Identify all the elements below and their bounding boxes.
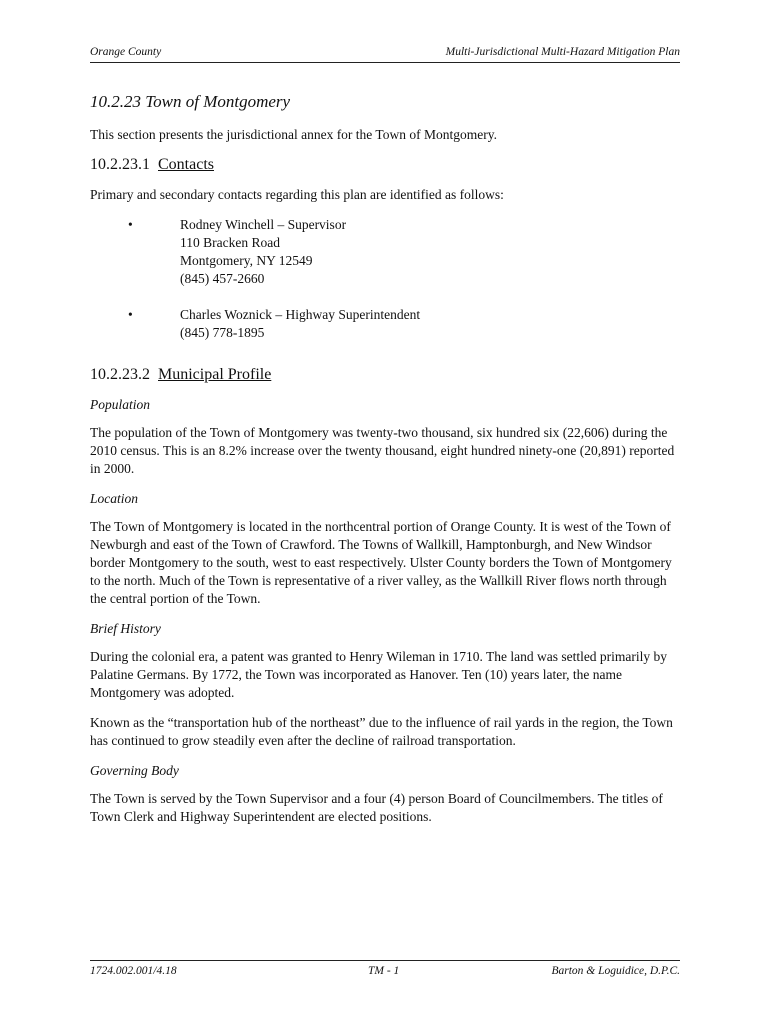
footer-left: 1724.002.001/4.18 bbox=[90, 965, 177, 977]
population-text: The population of the Town of Montgomery was twenty-two thousand, six hundred six (22,606) during the 2010 census. This is an 8.2% increase over the twenty thousand, eight hundred ninety-one (20,891) reported in 2000. bbox=[90, 425, 675, 476]
history-heading: Brief History bbox=[90, 621, 161, 636]
contact-phone: (845) 778-1895 bbox=[180, 325, 265, 340]
contact-name: Rodney Winchell – Supervisor bbox=[180, 217, 347, 232]
contact-city: Montgomery, NY 12549 bbox=[180, 253, 313, 268]
contacts-number: 10.2.23.1 bbox=[90, 156, 150, 173]
contact-item bbox=[90, 216, 682, 288]
contact-name: Charles Woznick – Highway Superintendent bbox=[180, 307, 421, 322]
page-header bbox=[90, 46, 680, 63]
governing-heading: Governing Body bbox=[90, 763, 179, 778]
location-text: The Town of Montgomery is located in the northcentral portion of Orange County. It is west of the Town of Newburgh and east of the Town of Crawford. The Towns of Wallkill, Hamptonburgh, and New Windsor border Montgomery to the south, west to east respectively. Ulster County borders the Town of Montgomery to the north. Much of the Town is representative of a river valley, as the Wallkill River flows north through the central portion of the Town. bbox=[90, 519, 672, 606]
profile-title: Municipal Profile bbox=[158, 366, 272, 383]
section-intro: This section presents the jurisdictional annex for the Town of Montgomery. bbox=[90, 127, 497, 142]
contacts-heading bbox=[90, 156, 682, 174]
footer-right: Barton & Loguidice, D.P.C. bbox=[551, 965, 680, 977]
contact-item bbox=[90, 306, 682, 342]
contacts-intro: Primary and secondary contacts regarding this plan are identified as follows: bbox=[90, 187, 504, 202]
history-text-2: Known as the “transportation hub of the northeast” due to the influence of rail yards in the region, the Town has continued to grow steadily even after the decline of railroad transportation. bbox=[90, 715, 673, 748]
bullet-icon: • bbox=[128, 307, 133, 322]
header-right: Multi-Jurisdictional Multi-Hazard Mitigation Plan bbox=[445, 46, 680, 58]
page-footer bbox=[90, 960, 680, 981]
section-title: 10.2.23 Town of Montgomery bbox=[90, 92, 291, 111]
main-content bbox=[90, 92, 682, 838]
contacts-list bbox=[90, 216, 682, 342]
header-left: Orange County bbox=[90, 46, 162, 58]
contact-address: 110 Bracken Road bbox=[180, 235, 280, 250]
location-heading: Location bbox=[90, 491, 139, 506]
page-number: TM - 1 bbox=[368, 965, 400, 977]
population-heading: Population bbox=[90, 397, 150, 412]
contacts-title: Contacts bbox=[158, 156, 214, 173]
bullet-icon: • bbox=[128, 217, 133, 232]
governing-text: The Town is served by the Town Supervisor and a four (4) person Board of Councilmembers. The titles of Town Clerk and Highway Superintendent are elected positions. bbox=[90, 791, 663, 824]
history-text-1: During the colonial era, a patent was granted to Henry Wileman in 1710. The land was settled primarily by Palatine Germans. By 1772, the Town was incorporated as Hanover. Ten (10) years later, the name Montgomery was adopted. bbox=[90, 649, 668, 700]
profile-heading bbox=[90, 366, 682, 384]
contact-phone: (845) 457-2660 bbox=[180, 271, 265, 286]
profile-number: 10.2.23.2 bbox=[90, 366, 150, 383]
